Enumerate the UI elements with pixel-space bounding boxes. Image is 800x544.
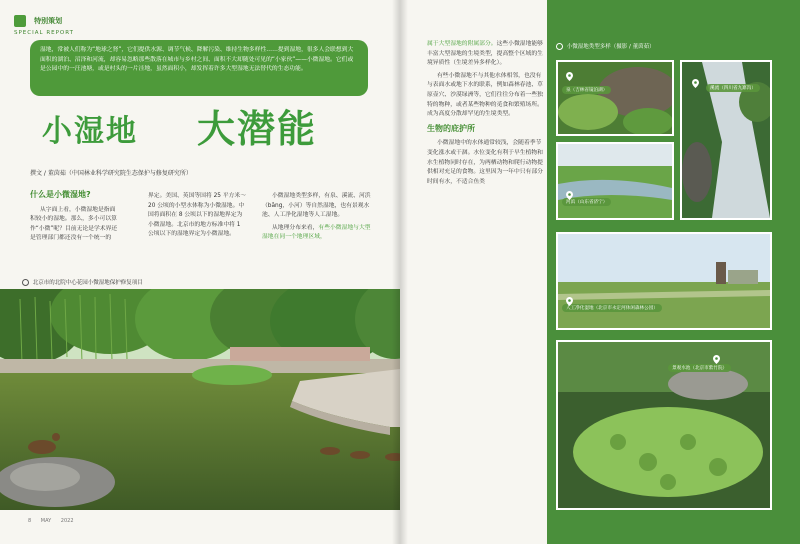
title-part2: 大潜能 (197, 107, 318, 151)
map-pin-icon (566, 185, 573, 194)
text-column-3 (262, 192, 372, 246)
map-pin-icon (566, 291, 573, 300)
legend-dot-icon (556, 43, 563, 50)
intro-box (30, 40, 368, 96)
article-title (42, 98, 362, 151)
paragraph: 小微湿地类型多样，有泉、溪流、河浜（bāng，小河）等自然湿地，也有景观水池、人工净化湿地等人工湿地。 (262, 193, 371, 219)
photo-label: 人工净化湿地（北京市永定河休闲森林公园） (562, 304, 662, 312)
caption-dot-icon (22, 279, 29, 286)
caption-text: 北京市的北院中心花园小微湿地保护修复项目 (32, 280, 143, 286)
column-name: 特别策划 (34, 16, 63, 25)
byline: 撰文 / 董茵茹（中国林业科学研究院生态保护与修复研究所） (30, 170, 192, 177)
magazine-logo-icon (14, 15, 26, 27)
highlight-text: 有些小微湿地与大型湿地在同一个地理区域， (262, 224, 371, 241)
issue-month: MAY (40, 518, 52, 524)
paragraph: 有些小微湿地不与其他水体相邻，也没有与表面水或地下水的联系，例如森林春池、草原壶穴、沙漠绿洲等，它们往往分布着一些独特的物种，或者某些物种的觅食和繁殖场所。成为高度分散却罕见的生境类型。 (427, 72, 543, 118)
photo-legend (556, 42, 655, 50)
text-column-2 (148, 192, 248, 243)
intro-text: 湿地，常被人们称为“地球之肾”，它们提供水源、调节气候、降解污染、维持生物多样性……提到湿地，很多人会联想到大面积的湖泊、沼泽和河流，却容易忽略那些散落在城市与乡村之间、面积不大却随处可见的“小家伙”——小微湿地。它们或是公园中的一汪池塘，或是村头的一片洼地，虽然面积小，却发挥着许多大型湿地无法替代的生态功能。 (40, 47, 354, 72)
paragraph-text: 从地理分布来看， (272, 224, 319, 231)
main-photo (0, 289, 400, 510)
paragraph: 小微湿地中的水体通常较浅，会随着季节变化涨水或干涸。水位变化有利于早生植物和水生植物同时存在，为两栖动物和爬行动物提供相对充足的食物。这里因为一年中只有部分时间有水，不适合鱼类 (427, 140, 543, 185)
paragraph (262, 224, 372, 243)
paragraph: 界定。美国、英国等国将 25 平方米～20 公顷的小型水体称为小微湿地。中国将面积在 8 公顷以下的湿地界定为小微湿地。北京市的地方标准中将 1 公顷以下的湿地界定为小微湿地。 (148, 193, 247, 238)
right-text-column (427, 40, 547, 190)
text-column-1 (30, 190, 118, 247)
page-number: 8 (28, 518, 32, 524)
photo-label: 泉（吉林省镜泊湖） (562, 86, 611, 94)
title-part1: 小湿地 (42, 114, 138, 149)
map-pin-icon (713, 349, 720, 358)
column-header (14, 10, 74, 36)
issue-year: 2022 (60, 518, 74, 524)
column-name-en: SPECIAL REPORT (14, 30, 75, 36)
paragraph: 从字面上看，小微湿地是指面积较小的湿地。那么，多小可以算作“小微”呢？目前无论是学术界还是管理部门都还没有一个统一的 (30, 206, 118, 242)
photo-label: 溪流（四川省九寨沟） (706, 84, 760, 92)
page-folio (28, 518, 82, 524)
page-gutter (392, 0, 408, 544)
photo-constructed-wetland (556, 232, 772, 330)
right-page (400, 0, 800, 544)
photo-label: 景观水池（北京市紫竹院） (668, 364, 731, 372)
photo-label: 河浜（山东省济宁） (562, 198, 611, 206)
highlight-text: 属于大型湿地的附属部分。 (427, 41, 497, 47)
photo-landscape-pool (556, 340, 772, 510)
photo-river (556, 142, 674, 220)
main-photo-caption (22, 278, 143, 286)
map-pin-icon (692, 73, 699, 82)
map-pin-icon (566, 66, 573, 75)
section-heading: 什么是小微湿地? (30, 190, 91, 199)
paragraph (427, 40, 547, 69)
paragraph-text: 这些小微湿地能够丰富大型湿地的生境类型，提高整个区域的生境异质性（生境差异多样化）。 (427, 41, 543, 67)
photo-spring (556, 60, 674, 136)
section-heading-2: 生物的庇护所 (427, 123, 475, 133)
legend-text: 小微湿地类型多样（摄影 / 董茵茹） (566, 44, 655, 50)
